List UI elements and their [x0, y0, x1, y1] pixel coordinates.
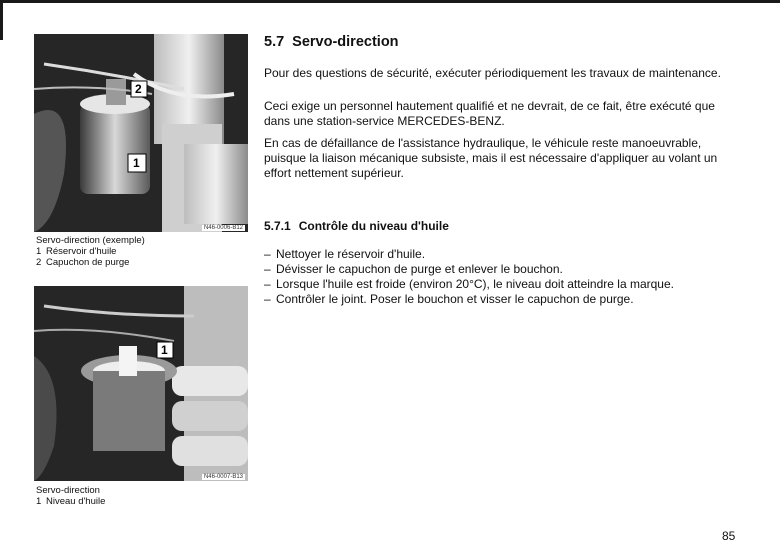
subsection-heading [264, 219, 449, 233]
list-item: – Dévisser le capuchon de purge et enlever le bouchon. [264, 262, 734, 277]
section-heading [264, 34, 399, 50]
paragraph: Pour des questions de sécurité, exécuter périodiquement les travaux de maintenance. [264, 66, 721, 80]
list-item: – Nettoyer le réservoir d'huile. [264, 247, 734, 262]
caption-title: Servo-direction (exemple) [36, 235, 145, 246]
top-border [0, 0, 780, 3]
figure-oil-level [34, 286, 248, 481]
page-number: 85 [722, 529, 736, 543]
caption-item: 1 Niveau d'huile [36, 496, 106, 507]
section-number: 5.7 [264, 34, 285, 50]
figure2-caption [36, 485, 105, 507]
figure-code: N46-0007-B13 [203, 474, 243, 480]
caption-item: 1 Réservoir d'huile [36, 246, 117, 257]
caption-title: Servo-direction [36, 485, 100, 496]
callout-1: 1 [161, 343, 168, 357]
reservoir-illustration [34, 34, 248, 232]
list-item: – Lorsque l'huile est froide (environ 20°C), le niveau doit atteindre la marque. [264, 277, 734, 292]
figure-power-steering-reservoir [34, 34, 248, 232]
subsection-title: Contrôle du niveau d'huile [298, 219, 449, 233]
list-item: – Contrôler le joint. Poser le bouchon et visser le capuchon de purge. [264, 292, 734, 307]
paragraph: En cas de défaillance de l'assistance hydraulique, le véhicule reste manoeuvrable, puisque la liaison mécanique subsiste, mais il est nécessaire d'appliquer au volant un effort nettement supérieur. [264, 136, 718, 180]
paragraph: Ceci exige un personnel hautement qualifié et ne devrait, de ce fait, être exécuté que dans une station-service MERCEDES-BENZ. [264, 99, 715, 128]
callout-2: 2 [135, 82, 142, 96]
left-border [0, 0, 3, 40]
callout-1: 1 [133, 156, 140, 170]
subsection-number: 5.7.1 [264, 219, 291, 233]
steps-list [264, 247, 734, 307]
figure-code: N46-0006-B12 [203, 225, 243, 231]
figure1-caption [36, 235, 145, 268]
caption-item: 2 Capuchon de purge [36, 257, 130, 268]
oil-level-illustration [34, 286, 248, 481]
section-title: Servo-direction [292, 34, 399, 50]
